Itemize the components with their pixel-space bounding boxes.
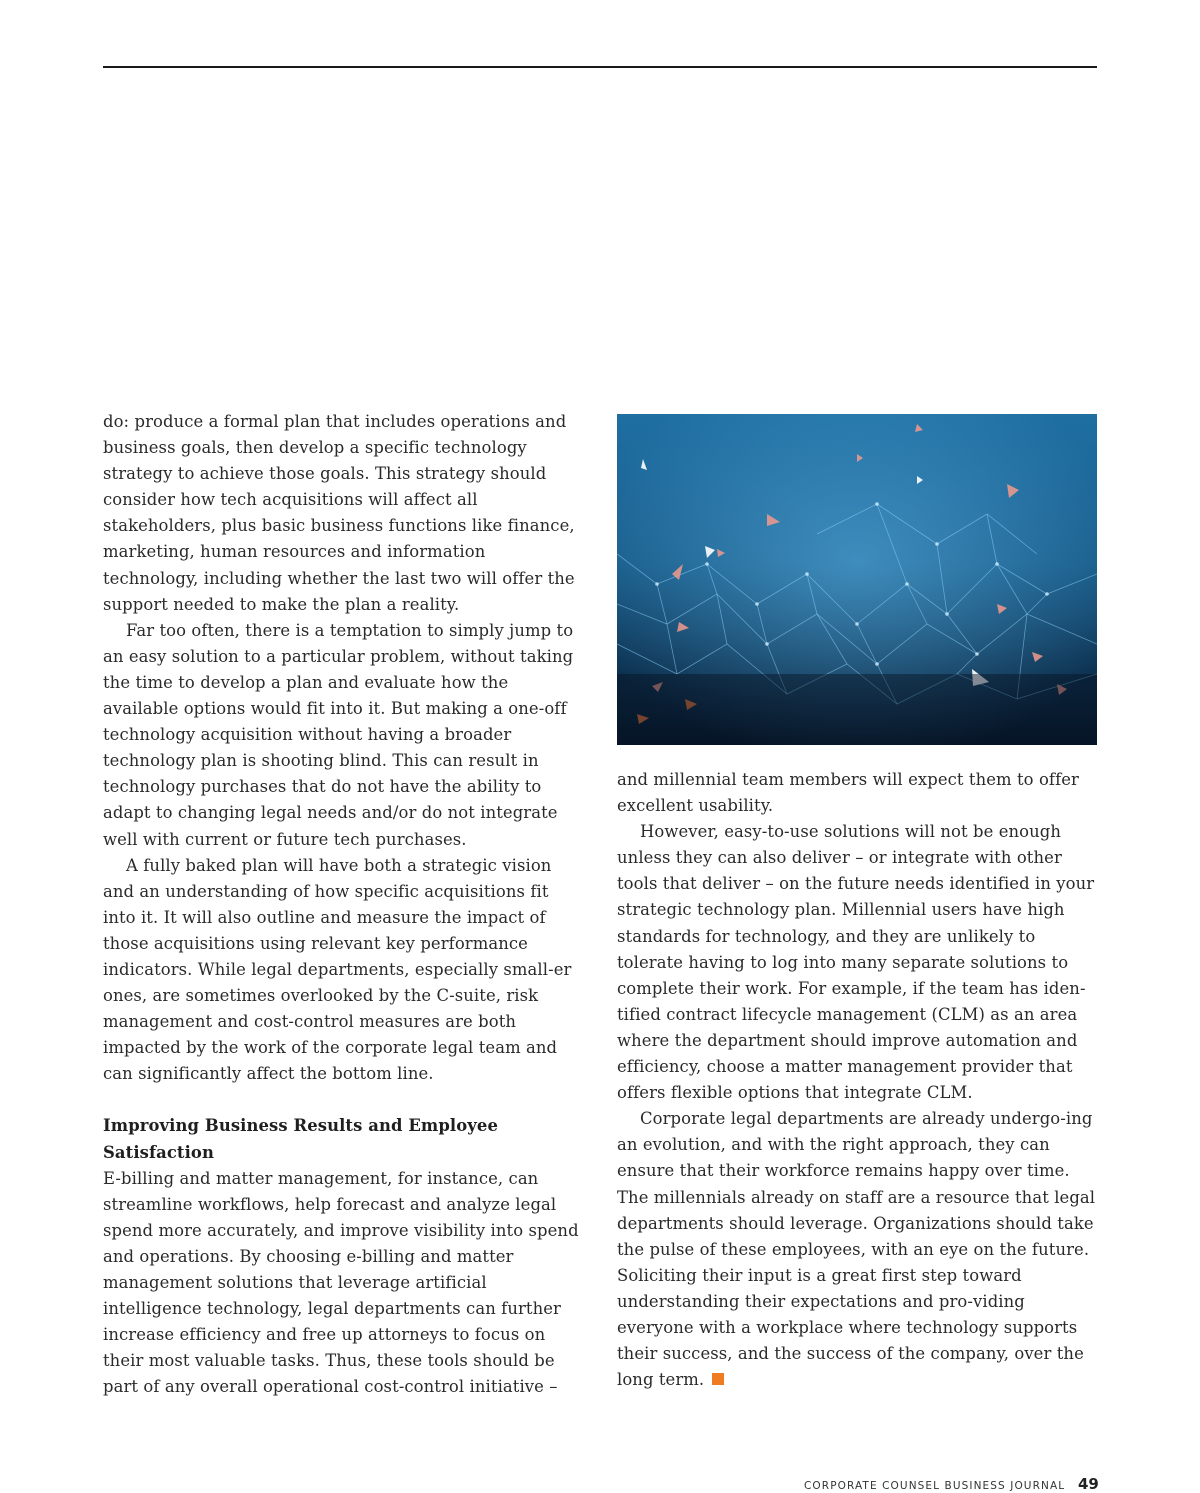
left-column — [103, 409, 583, 1400]
section-subhead: Improving Business Results and Employee Satisfaction — [103, 1116, 498, 1162]
paragraph: E-billing and matter management, for instance, can streamline workflows, help forecast and analyze legal spend more accurately, and improve visibility into spend and operations. By choosing e-billing and matter management solutions that leverage artificial intelligence technology, legal departments can further increase efficiency and free up attorneys to focus on their most valuable tasks. Thus, these tools should be part of any overall operational cost-control initiative – — [103, 1168, 579, 1397]
top-rule — [103, 66, 1097, 68]
paragraph: Far too often, there is a temptation to simply jump to an easy solution to a particular problem, without taking the time to develop a plan and evaluate how the available options would fit into it. But making a one-off technology acquisition without having a broader technology plan is shooting blind. This can result in technology purchases that do not have the ability to adapt to changing legal needs and/or do not integrate well with current or future tech purchases. — [103, 620, 574, 849]
footer-journal-title: CORPORATE COUNSEL BUSINESS JOURNAL — [804, 1480, 1066, 1492]
paragraph — [617, 1106, 1097, 1393]
paragraph: do: produce a formal plan that includes operations and business goals, then develop a specific technology strategy to achieve those goals. This strategy should consider how tech acquisitions will affect all stakeholders, plus basic business functions like finance, marketing, human resources and information technology, including whether the last two will offer the support needed to make the plan a reality. — [103, 412, 575, 614]
paragraph: and millennial team members will expect them to offer excellent usability. — [617, 770, 1079, 816]
page-number: 49 — [1078, 1475, 1099, 1493]
end-of-article-icon — [712, 1373, 724, 1385]
paragraph-text: Corporate legal departments are already undergo-ing an evolution, and with the right approach, they can ensure that their workforce remains happy over time. The millennials already on staff are a resource that legal departments should leverage. Organizations should take the pulse of these employees, with an eye on the future. Soliciting their input is a great first step toward understanding their expectations and pro-viding everyone with a workplace where technology supports their success, and the success of the company, over the long term. — [617, 1109, 1096, 1390]
paragraph: A fully baked plan will have both a strategic vision and an understanding of how specific acquisitions fit into it. It will also outline and measure the impact of those acquisitions using relevant key performance indicators. While legal departments, especially small-er ones, are sometimes overlooked by the C-suite, risk management and cost-control measures are both impacted by the work of the corporate legal team and can significantly affect the bottom line. — [103, 855, 572, 1084]
paragraph: However, easy-to-use solutions will not be enough unless they can also deliver – or integrate with other tools that deliver – on the future needs identified in your strategic technology plan. Millennial users have high standards for technology, and they are unlikely to tolerate having to log into many separate solutions to complete their work. For example, if the team has iden-tified contract lifecycle management (CLM) as an area where the department should improve automation and efficiency, choose a matter management provider that offers flexible options that integrate CLM. — [617, 822, 1095, 1103]
abstract-network-photo — [617, 414, 1097, 745]
right-column — [617, 767, 1097, 1393]
